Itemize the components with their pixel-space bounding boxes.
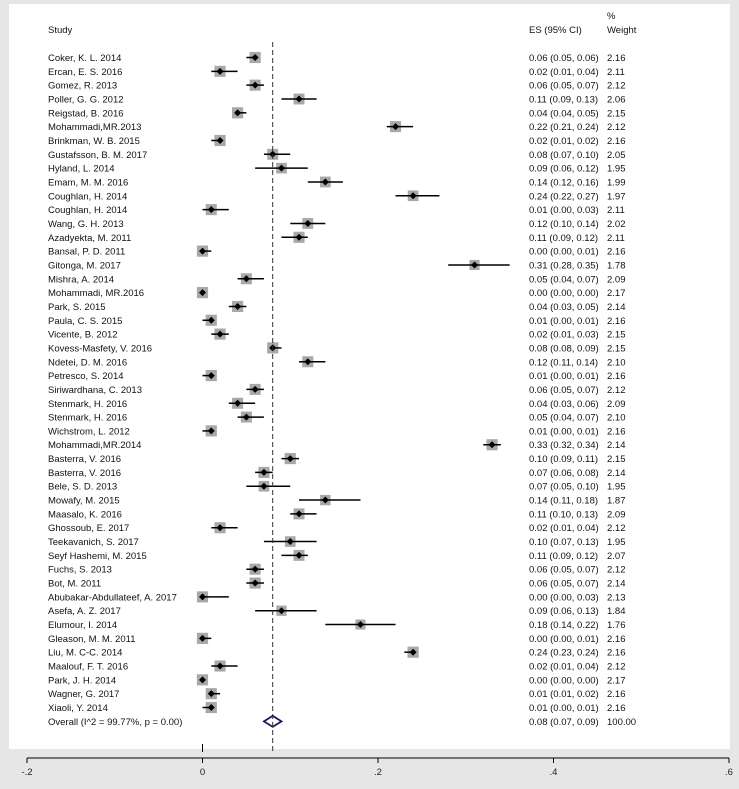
overall-effect-size-label: 0.08 (0.07, 0.09) — [529, 716, 599, 728]
effect-size-label: 0.24 (0.22, 0.27) — [529, 191, 599, 203]
effect-size-label: 0.02 (0.01, 0.04) — [529, 523, 599, 535]
effect-size-label: 0.06 (0.05, 0.07) — [529, 578, 599, 590]
weight-value: 2.15 — [607, 108, 626, 120]
effect-size-label: 0.07 (0.06, 0.08) — [529, 467, 599, 479]
weight-value: 1.78 — [607, 260, 626, 272]
effect-size-label: 0.05 (0.04, 0.07) — [529, 412, 599, 424]
weight-value: 2.10 — [607, 357, 626, 369]
study-name: Azadyekta, M. 2011 — [48, 232, 132, 244]
effect-size-label: 0.18 (0.14, 0.22) — [529, 620, 599, 632]
effect-size-label: 0.09 (0.06, 0.12) — [529, 163, 599, 175]
weight-value: 2.15 — [607, 343, 626, 355]
weight-value: 2.12 — [607, 80, 626, 92]
effect-size-label: 0.08 (0.07, 0.10) — [529, 149, 599, 161]
es-column-header: ES (95% CI) — [529, 25, 582, 36]
study-name: Wagner, G. 2017 — [48, 689, 120, 701]
study-name: Bot, M. 2011 — [48, 578, 102, 590]
study-name: Ercan, E. S. 2016 — [48, 66, 123, 78]
study-name: Gomez, R. 2013 — [48, 80, 118, 92]
study-name: Gleason, M. M. 2011 — [48, 633, 136, 645]
study-name: Mohammadi,MR.2013 — [48, 122, 142, 134]
x-tick-label: 0 — [199, 767, 206, 778]
study-name: Gustafsson, B. M. 2017 — [48, 149, 148, 161]
study-name: Fuchs, S. 2013 — [48, 564, 112, 576]
effect-size-label: 0.00 (0.00, 0.00) — [529, 675, 599, 687]
study-name: Seyf Hashemi, M. 2015 — [48, 550, 147, 562]
study-name: Wang, G. H. 2013 — [48, 218, 124, 230]
weight-value: 2.12 — [607, 661, 626, 673]
study-name: Brinkman, W. B. 2015 — [48, 135, 140, 147]
effect-size-label: 0.02 (0.01, 0.04) — [529, 661, 599, 673]
effect-size-label: 0.10 (0.07, 0.13) — [529, 537, 599, 549]
weight-column-header: Weight — [607, 25, 637, 36]
weight-value: 2.06 — [607, 94, 626, 106]
weight-value: 2.09 — [607, 509, 626, 521]
x-tick-label: .6 — [725, 767, 733, 778]
study-name: Vicente, B. 2012 — [48, 329, 118, 341]
effect-size-label: 0.33 (0.32, 0.34) — [529, 440, 599, 452]
weight-value: 1.95 — [607, 481, 626, 493]
study-name: Basterra, V. 2016 — [48, 467, 122, 479]
effect-size-label: 0.04 (0.04, 0.05) — [529, 108, 599, 120]
weight-value: 2.16 — [607, 135, 626, 147]
x-tick-label: -.2 — [21, 767, 33, 778]
weight-value: 1.84 — [607, 606, 626, 618]
effect-size-label: 0.02 (0.01, 0.04) — [529, 66, 599, 78]
weight-value: 2.16 — [607, 689, 626, 701]
effect-size-label: 0.00 (0.00, 0.01) — [529, 246, 599, 258]
study-name: Mohammadi, MR.2016 — [48, 288, 145, 300]
study-name: Mishra, A. 2014 — [48, 274, 115, 286]
study-name: Bele, S. D. 2013 — [48, 481, 118, 493]
effect-size-label: 0.11 (0.10, 0.13) — [529, 509, 599, 521]
study-name: Asefa, A. Z. 2017 — [48, 606, 121, 618]
study-name: Bansal, P. D. 2011 — [48, 246, 126, 258]
study-name: Stenmark, H. 2016 — [48, 398, 128, 410]
overall-label: Overall (I^2 = 99.77%, p = 0.00) — [48, 716, 183, 728]
weight-value: 2.14 — [607, 467, 626, 479]
study-name: Ndetei, D. M. 2016 — [48, 357, 128, 369]
study-name: Elumour, I. 2014 — [48, 620, 118, 632]
study-name: Park, J. H. 2014 — [48, 675, 117, 687]
study-name: Stenmark, H. 2016 — [48, 412, 128, 424]
study-name: Paula, C. S. 2015 — [48, 315, 123, 327]
study-name: Siriwardhana, C. 2013 — [48, 384, 142, 396]
effect-size-label: 0.04 (0.03, 0.06) — [529, 398, 599, 410]
effect-size-label: 0.14 (0.11, 0.18) — [529, 495, 599, 507]
weight-value: 2.11 — [607, 205, 625, 217]
weight-value: 2.11 — [607, 232, 625, 244]
study-name: Hyland, L. 2014 — [48, 163, 115, 175]
weight-value: 2.17 — [607, 675, 626, 687]
weight-value: 1.76 — [607, 620, 626, 632]
weight-value: 2.15 — [607, 329, 626, 341]
study-name: Coughlan, H. 2014 — [48, 191, 128, 203]
x-tick-label: .4 — [549, 767, 558, 778]
effect-size-label: 0.02 (0.01, 0.03) — [529, 329, 599, 341]
study-name: Teekavanich, S. 2017 — [48, 537, 139, 549]
effect-size-label: 0.08 (0.08, 0.09) — [529, 343, 599, 355]
weight-value: 1.87 — [607, 495, 626, 507]
weight-value: 2.16 — [607, 633, 626, 645]
effect-size-label: 0.00 (0.00, 0.03) — [529, 592, 599, 604]
weight-value: 2.14 — [607, 301, 626, 313]
weight-value: 2.12 — [607, 384, 626, 396]
weight-value: 2.15 — [607, 454, 626, 466]
effect-size-label: 0.01 (0.00, 0.03) — [529, 205, 599, 217]
effect-size-label: 0.04 (0.03, 0.05) — [529, 301, 599, 313]
weight-value: 2.05 — [607, 149, 626, 161]
effect-size-label: 0.11 (0.09, 0.12) — [529, 550, 599, 562]
weight-value: 2.07 — [607, 550, 626, 562]
study-name: Abubakar-Abdullateef, A. 2017 — [48, 592, 177, 604]
weight-value: 2.16 — [607, 246, 626, 258]
weight-value: 2.12 — [607, 523, 626, 535]
overall-weight-value: 100.00 — [607, 716, 637, 728]
effect-size-label: 0.01 (0.00, 0.01) — [529, 426, 599, 438]
effect-size-label: 0.00 (0.00, 0.01) — [529, 633, 599, 645]
effect-size-label: 0.24 (0.23, 0.24) — [529, 647, 599, 659]
weight-value: 1.95 — [607, 163, 626, 175]
study-name: Liu, M. C-C. 2014 — [48, 647, 123, 659]
study-name: Coker, K. L. 2014 — [48, 53, 122, 64]
weight-value: 2.17 — [607, 288, 626, 300]
weight-value: 2.11 — [607, 66, 625, 78]
effect-size-label: 0.12 (0.11, 0.14) — [529, 357, 599, 369]
effect-size-label: 0.10 (0.09, 0.11) — [529, 454, 599, 466]
effect-size-label: 0.14 (0.12, 0.16) — [529, 177, 599, 189]
study-column-header: Study — [48, 25, 73, 36]
effect-size-label: 0.00 (0.00, 0.00) — [529, 288, 599, 300]
effect-size-label: 0.31 (0.28, 0.35) — [529, 260, 599, 272]
effect-size-label: 0.07 (0.05, 0.10) — [529, 481, 599, 493]
study-name: Poller, G. G. 2012 — [48, 94, 124, 106]
study-name: Coughlan, H. 2014 — [48, 205, 128, 217]
effect-size-label: 0.02 (0.01, 0.02) — [529, 135, 599, 147]
effect-size-label: 0.01 (0.00, 0.01) — [529, 371, 599, 383]
effect-size-label: 0.09 (0.06, 0.13) — [529, 606, 599, 618]
weight-value: 2.16 — [607, 426, 626, 438]
weight-value: 2.09 — [607, 274, 626, 286]
weight-value: 2.13 — [607, 592, 626, 604]
study-name: Park, S. 2015 — [48, 301, 106, 313]
effect-size-label: 0.06 (0.05, 0.07) — [529, 564, 599, 576]
study-name: Mowafy, M. 2015 — [48, 495, 120, 507]
study-name: Maalouf, F. T. 2016 — [48, 661, 129, 673]
weight-value: 2.12 — [607, 122, 626, 134]
weight-value: 2.16 — [607, 315, 626, 327]
weight-value: 1.97 — [607, 191, 626, 203]
effect-size-label: 0.05 (0.04, 0.07) — [529, 274, 599, 286]
study-name: Petresco, S. 2014 — [48, 371, 124, 383]
weight-value: 2.12 — [607, 564, 626, 576]
effect-size-label: 0.01 (0.01, 0.02) — [529, 689, 599, 701]
weight-value: 2.16 — [607, 53, 626, 64]
study-name: Basterra, V. 2016 — [48, 454, 122, 466]
effect-size-label: 0.01 (0.00, 0.01) — [529, 315, 599, 327]
study-name: Xiaoli, Y. 2014 — [48, 703, 108, 715]
x-tick-label: .2 — [374, 767, 382, 778]
effect-size-label: 0.22 (0.21, 0.24) — [529, 122, 599, 134]
weight-value: 2.16 — [607, 371, 626, 383]
effect-size-label: 0.06 (0.05, 0.06) — [529, 53, 599, 64]
effect-size-label: 0.06 (0.05, 0.07) — [529, 384, 599, 396]
study-name: Kovess-Masfety, V. 2016 — [48, 343, 153, 355]
weight-value: 2.02 — [607, 218, 626, 230]
study-name: Wichstrom, L. 2012 — [48, 426, 130, 438]
study-name: Emam, M. M. 2016 — [48, 177, 129, 189]
study-name: Reigstad, B. 2016 — [48, 108, 124, 120]
weight-value: 1.95 — [607, 537, 626, 549]
effect-size-label: 0.12 (0.10, 0.14) — [529, 218, 599, 230]
weight-value: 2.09 — [607, 398, 626, 410]
study-name: Maasalo, K. 2016 — [48, 509, 122, 521]
weight-value: 2.14 — [607, 578, 626, 590]
weight-value: 2.14 — [607, 440, 626, 452]
study-name: Gitonga, M. 2017 — [48, 260, 121, 272]
weight-value: 1.99 — [607, 177, 626, 189]
effect-size-label: 0.11 (0.09, 0.12) — [529, 232, 599, 244]
weight-value: 2.16 — [607, 703, 626, 715]
effect-size-label: 0.06 (0.05, 0.07) — [529, 80, 599, 92]
weight-value: 2.16 — [607, 647, 626, 659]
weight-column-header-percent: % — [607, 11, 616, 22]
weight-value: 2.10 — [607, 412, 626, 424]
study-name: Ghossoub, E. 2017 — [48, 523, 130, 535]
effect-size-label: 0.01 (0.00, 0.01) — [529, 703, 599, 715]
study-name: Mohammadi,MR.2014 — [48, 440, 142, 452]
effect-size-label: 0.11 (0.09, 0.13) — [529, 94, 599, 106]
